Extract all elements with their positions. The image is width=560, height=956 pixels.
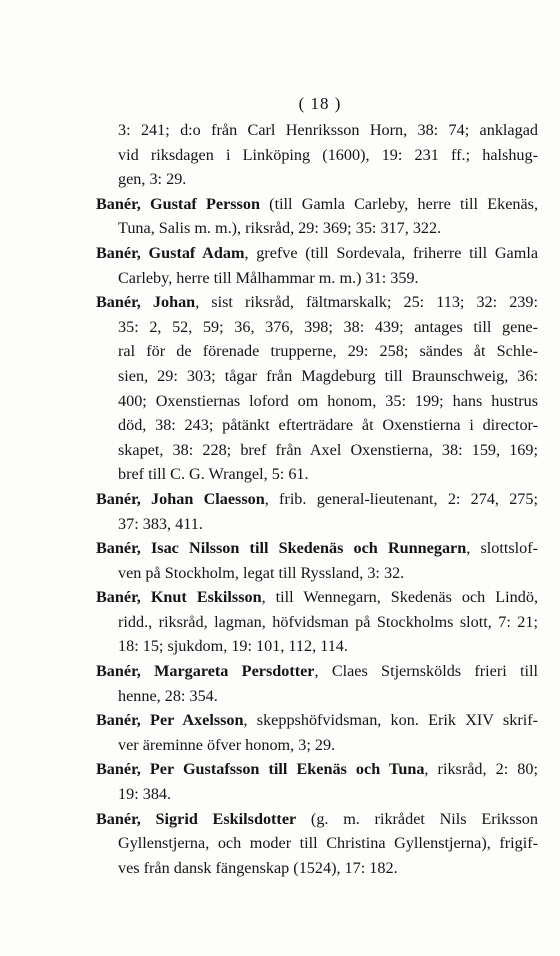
index-entry-heading-line: Banér, Johan, sist riksråd, fältmarskalk; 25: 113; 32: 239: (96, 293, 538, 312)
index-entry-line: sien, 29: 303; tågar från Magdeburg till Braunschweig, 36: (118, 366, 538, 385)
index-entry-line: ven på Stockholm, legat till Ryssland, 3: 32. (118, 563, 405, 582)
index-entry-heading-line: Banér, Margareta Persdotter, Claes Stjernskölds frieri till (96, 662, 538, 681)
index-entry-line: 35: 2, 52, 59; 36, 376, 398; 38: 439; antages till gene- (118, 317, 538, 336)
index-entry-line: ral för de förenade trupperne, 29: 258; sändes åt Schle- (118, 342, 538, 361)
index-entry-line: 3: 241; d:o från Carl Henriksson Horn, 38: 74; anklagad (118, 121, 538, 139)
index-entry-heading-line: Banér, Sigrid Eskilsdotter (g. m. rikrådet Nils Eriksson (96, 809, 538, 828)
index-entry-line: Carleby, herre till Målhammar m. m.) 31: 359. (118, 268, 419, 287)
index-entry-heading-line: Banér, Gustaf Adam, grefve (till Sordevala, friherre till Gamla (96, 243, 539, 262)
index-entry-line: gen, 3: 29. (118, 170, 187, 189)
index-entry-heading-line: Banér, Gustaf Persson (till Gamla Carleby, herre till Ekenäs, (96, 194, 539, 213)
index-entry-line: Gyllenstjerna, och moder till Christina Gyllenstjerna), frigif- (118, 834, 538, 853)
index-entry-heading-line: Banér, Per Gustafsson till Ekenäs och Tuna, riksråd, 2: 80; (96, 760, 538, 779)
index-body (96, 118, 538, 880)
index-entry-line: Tuna, Salis m. m.), riksråd, 29: 369; 35: 317, 322. (118, 219, 442, 238)
index-entry-line: bref till C. G. Wrangel, 5: 61. (118, 465, 309, 484)
index-entry-line: ver äreminne öfver honom, 3; 29. (118, 735, 336, 754)
index-entry-heading-line: Banér, Per Axelsson, skeppshöfvidsman, kon. Erik XIV skrif- (96, 711, 538, 730)
index-entry-line: skapet, 38: 228; bref från Axel Oxenstierna, 38: 159, 169; (118, 440, 538, 459)
index-entry-line: ves från dansk fängenskap (1524), 17: 182. (118, 858, 398, 877)
index-entry-heading-line: Banér, Isac Nilsson till Skedenäs och Runnegarn, slottslof- (96, 539, 538, 558)
index-entry-line: död, 38: 243; påtänkt efterträdare åt Oxenstierna i director- (118, 416, 538, 435)
index-entry-line: ridd., riksråd, lagman, höfvidsman på Stockholms slott, 7: 21; (118, 612, 538, 631)
index-entry-line: 18: 15; sjukdom, 19: 101, 112, 114. (118, 637, 348, 656)
index-entry-line: 37: 383, 411. (118, 514, 203, 533)
page-number: ( 18 ) (298, 94, 342, 113)
index-entry-heading-line: Banér, Johan Claesson, frib. general-lieutenant, 2: 274, 275; (96, 489, 538, 508)
index-entry-line: 400; Oxenstiernas loford om honom, 35: 199; hans hustrus (118, 391, 538, 410)
index-entry-heading-line: Banér, Knut Eskilsson, till Wennegarn, Skedenäs och Lindö, (96, 588, 538, 607)
index-entry-line: 19: 384. (118, 785, 172, 804)
index-entry-line: henne, 28: 354. (118, 686, 218, 705)
index-entry-line: vid riksdagen i Linköping (1600), 19: 231 ff.; halshug- (118, 145, 538, 164)
